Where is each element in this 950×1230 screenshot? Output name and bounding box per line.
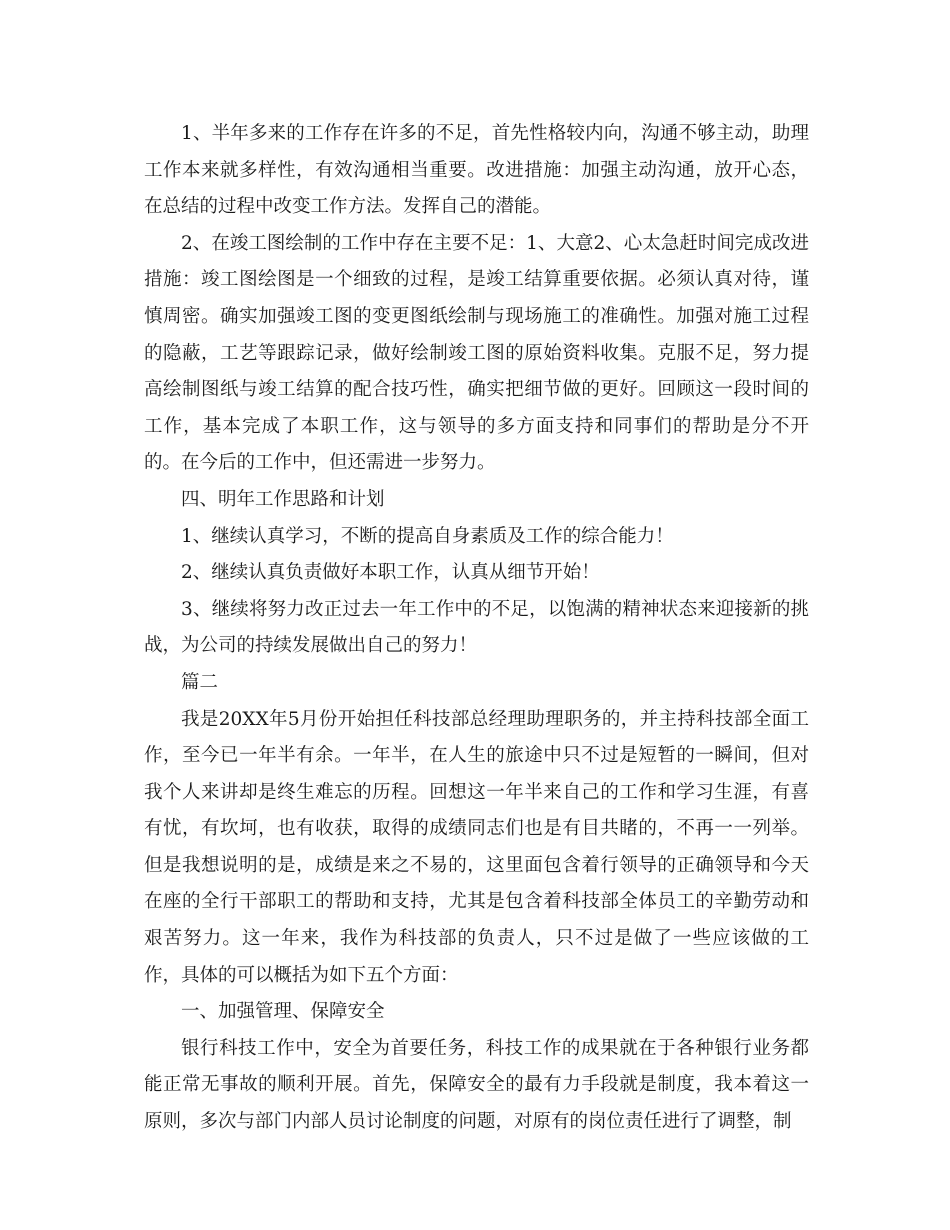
document-page xyxy=(144,116,809,1141)
plan-item-1: 1、继续认真学习，不断的提高自身素质及工作的综合能力！ xyxy=(181,525,674,547)
paragraph-management-safety: 银行科技工作中，安全为首要任务，科技工作的成果就在于各种银行业务都能正常无事故的顺利开展。首先，保障安全的最有力手段就是制度，我本着这一原则，多次与部门内部人员讨论制度的问题，对原有的岗位责任进行了调整，制 xyxy=(144,1037,809,1133)
plan-item-2: 2、继续认真负责做好本职工作，认真从细节开始！ xyxy=(181,562,600,584)
paragraph-shortcomings-2: 2、在竣工图绘制的工作中存在主要不足：1、大意2、心太急赶时间完成改进措施：竣工图绘图是一个细致的过程，是竣工结算重要依据。必须认真对待，谨慎周密。确实加强竣工图的变更图纸绘制与现场施工的准确性。加强对施工过程的隐蔽，工艺等跟踪记录，做好绘制竣工图的原始资料收集。克服不足，努力提高绘制图纸与竣工结算的配合技巧性，确实把细节做的更好。回顾这一段时间的工作，基本完成了本职工作，这与领导的多方面支持和同事们的帮助是分不开的。在今后的工作中，但还需进一步努力。 xyxy=(144,232,809,474)
paragraph-shortcomings-1: 1、半年多来的工作存在许多的不足，首先性格较内向，沟通不够主动，助理工作本来就多样性，有效沟通相当重要。改进措施：加强主动沟通，放开心态，在总结的过程中改变工作方法。发挥自己的潜能。 xyxy=(144,123,809,218)
plan-item-3: 3、继续将努力改正过去一年工作中的不足，以饱满的精神状态来迎接新的挑战，为公司的持续发展做出自己的努力！ xyxy=(144,598,809,657)
section-heading-next-year-plan: 四、明年工作思路和计划 xyxy=(181,488,385,510)
section-heading-part-two: 篇二 xyxy=(181,671,219,693)
section-heading-management-safety: 一、加强管理、保障安全 xyxy=(181,1001,385,1023)
paragraph-part-two-intro: 我是20XX年5月份开始担任科技部总经理助理职务的，并主持科技部全面工作，至今已一年半有余。一年半，在人生的旅途中只不过是短暂的一瞬间，但对我个人来讲却是终生难忘的历程。回想这一年半来自己的工作和学习生涯，有喜有忧，有坎坷，也有收获，取得的成绩同志们也是有目共睹的，不再一一列举。但是我想说明的是，成绩是来之不易的，这里面包含着行领导的正确领导和今天在座的全行干部职工的帮助和支持，尤其是包含着科技部全体员工的辛勤劳动和艰苦努力。这一年来，我作为科技部的负责人，只不过是做了一些应该做的工作，具体的可以概括为如下五个方面： xyxy=(144,708,809,986)
